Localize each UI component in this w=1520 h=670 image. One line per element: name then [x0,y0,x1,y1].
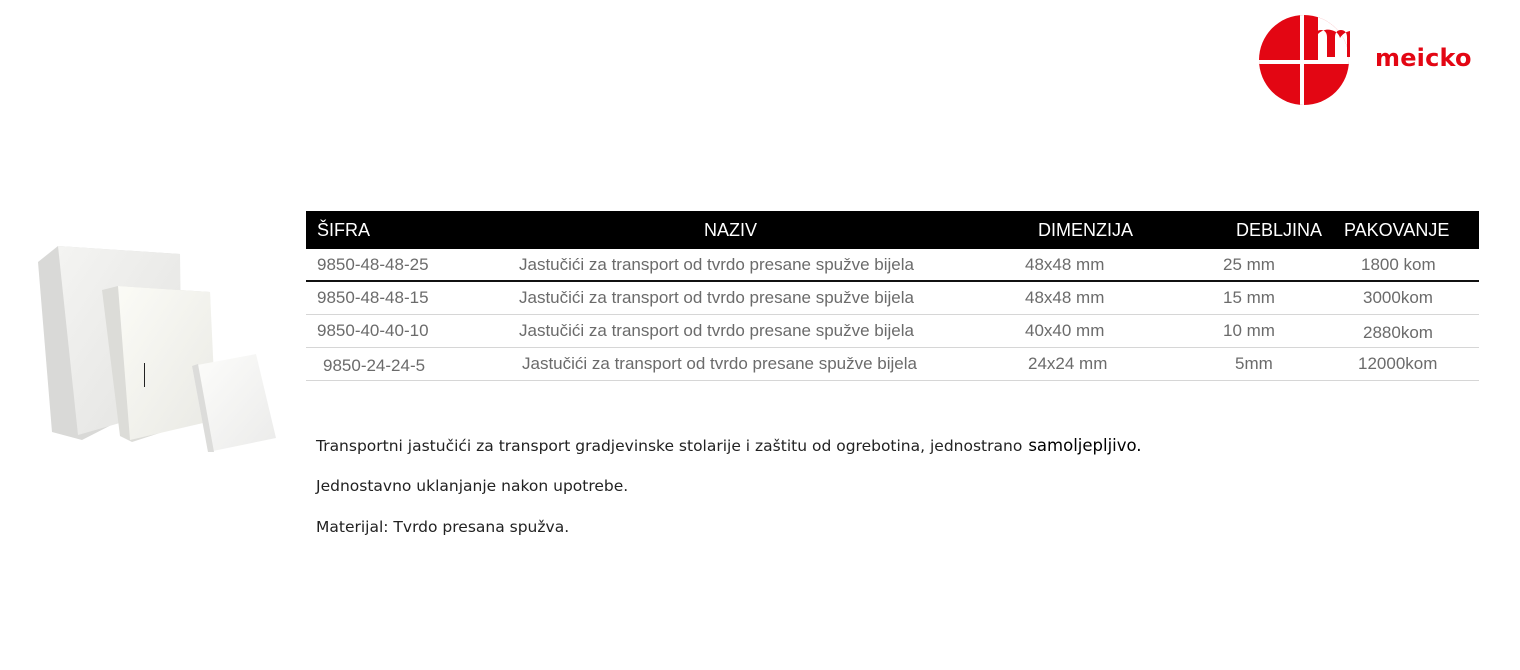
cell-name: Jastučići za transport od tvrdo presane spužve bijela [519,255,914,274]
cell-packaging: 12000kom [1358,354,1438,373]
product-description [316,436,1142,559]
cell-packaging: 1800 kom [1361,255,1436,274]
small-pad [192,354,276,452]
header-packaging: PAKOVANJE [1344,220,1450,240]
cell-dimension: 48x48 mm [1025,288,1105,307]
cell-code: 9850-48-48-15 [317,288,429,307]
description-line-3: Materijal: Tvrdo presana spužva. [316,518,570,536]
cell-code: 9850-48-48-25 [317,255,429,274]
header-thickness: DEBLJINA [1236,220,1323,240]
table-header [306,211,1479,249]
cell-thickness: 10 mm [1223,321,1275,340]
cell-code: 9850-40-40-10 [317,321,429,340]
cell-packaging: 2880kom [1363,323,1433,342]
cell-thickness: 25 mm [1223,255,1275,274]
cell-thickness: 15 mm [1223,288,1275,307]
header-dimension: DIMENZIJA [1038,220,1134,240]
header-code: ŠIFRA [317,220,371,240]
cell-dimension: 48x48 mm [1025,255,1105,274]
medium-pad [102,286,216,442]
table-row [306,315,1479,348]
cell-name: Jastučići za transport od tvrdo presane spužve bijela [522,354,917,373]
cell-dimension: 40x40 mm [1025,321,1105,340]
table-row [306,249,1479,282]
cell-name: Jastučići za transport od tvrdo presane spužve bijela [519,288,914,307]
cell-packaging: 3000kom [1363,288,1433,307]
cell-dimension: 24x24 mm [1028,354,1108,373]
description-line-2: Jednostavno uklanjanje nakon upotrebe. [316,477,629,495]
header-name: NAZIV [704,220,758,240]
description-line-1 [316,436,1142,477]
brand-logo [1258,14,1478,106]
description-emphasis: samoljepljivo. [1028,436,1142,455]
table-row [306,348,1479,381]
text-cursor [144,363,145,387]
cell-thickness: 5mm [1235,354,1273,373]
cell-code: 9850-24-24-5 [323,356,426,375]
meicko-logo-icon [1258,14,1350,106]
spec-table [306,211,1479,381]
description-text: Transportni jastučići za transport gradjevinske stolarije i zaštitu od ogrebotina, jednostrano [316,437,1023,455]
cell-name: Jastučići za transport od tvrdo presane spužve bijela [519,321,914,340]
table-row [306,282,1479,315]
brand-name: meicko [1375,44,1472,72]
product-image [30,240,290,465]
